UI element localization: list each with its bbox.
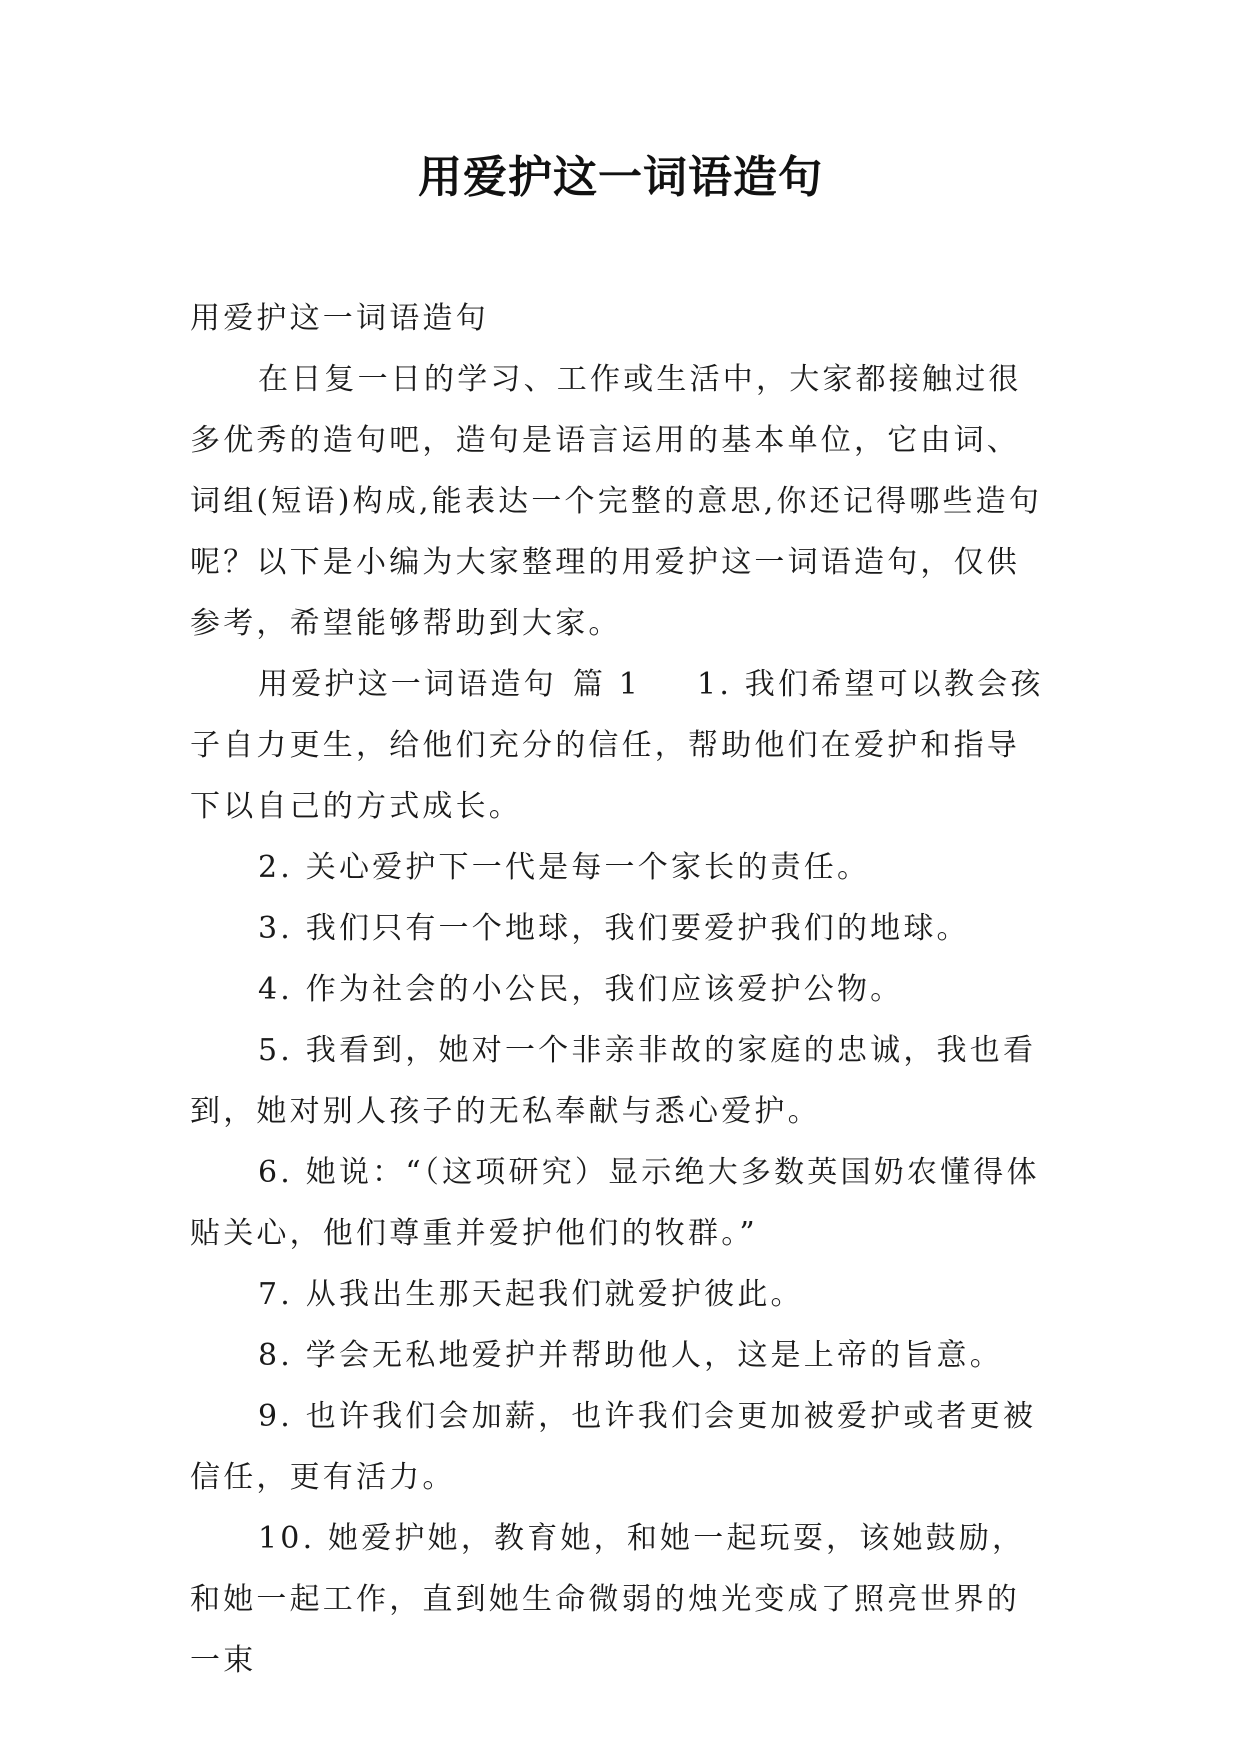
subtitle-line: 用爱护这一词语造句 (190, 301, 489, 336)
sentence-4: 4. 作为社会的小公民，我们应该爱护公物。 (258, 972, 904, 1007)
section-heading: 用爱护这一词语造句 (258, 667, 557, 702)
sentence-5: 5. 我看到，她对一个非亲非故的家庭的忠诚，我也看到，她对别人孩子的无私奉献与悉心爱护。 (190, 1033, 1037, 1129)
sentence-9: 9. 也许我们会加薪，也许我们会更加被爱护或者更被信任，更有活力。 (190, 1399, 1037, 1495)
intro-paragraph: 在日复一日的学习、工作或生活中，大家都接触过很多优秀的造句吧，造句是语言运用的基本单位，它由词、词组(短语)构成,能表达一个完整的意思,你还记得哪些造句呢？以下是小编为大家整理的用爱护这一词语造句，仅供参考，希望能够帮助到大家。 (190, 362, 1043, 641)
sentence-8: 8. 学会无私地爱护并帮助他人，这是上帝的旨意。 (258, 1338, 1003, 1373)
sentence-1: 1. 我们希望可以教会孩子自力更生，给他们充分的信任，帮助他们在爱护和指导下以自己的方式成长。 (190, 667, 1044, 824)
sentence-7: 7. 从我出生那天起我们就爱护彼此。 (258, 1277, 804, 1312)
section-1-paragraph (190, 654, 1052, 837)
document-title: 用爱护这一词语造句 (418, 152, 823, 203)
sentence-10: 10. 她爱护她，教育她，和她一起玩耍，该她鼓励，和她一起工作，直到她生命微弱的烛光变成了照亮世界的一束 (190, 1521, 1026, 1678)
document-body (190, 288, 1052, 1691)
section-label: 篇 1 (572, 667, 642, 702)
sentence-6: 6. 她说：“（这项研究）显示绝大多数英国奶农懂得体贴关心，他们尊重并爱护他们的牧群。” (190, 1155, 1040, 1251)
sentence-2: 2. 关心爱护下一代是每一个家长的责任。 (258, 850, 871, 885)
sentence-3: 3. 我们只有一个地球，我们要爱护我们的地球。 (258, 911, 970, 946)
